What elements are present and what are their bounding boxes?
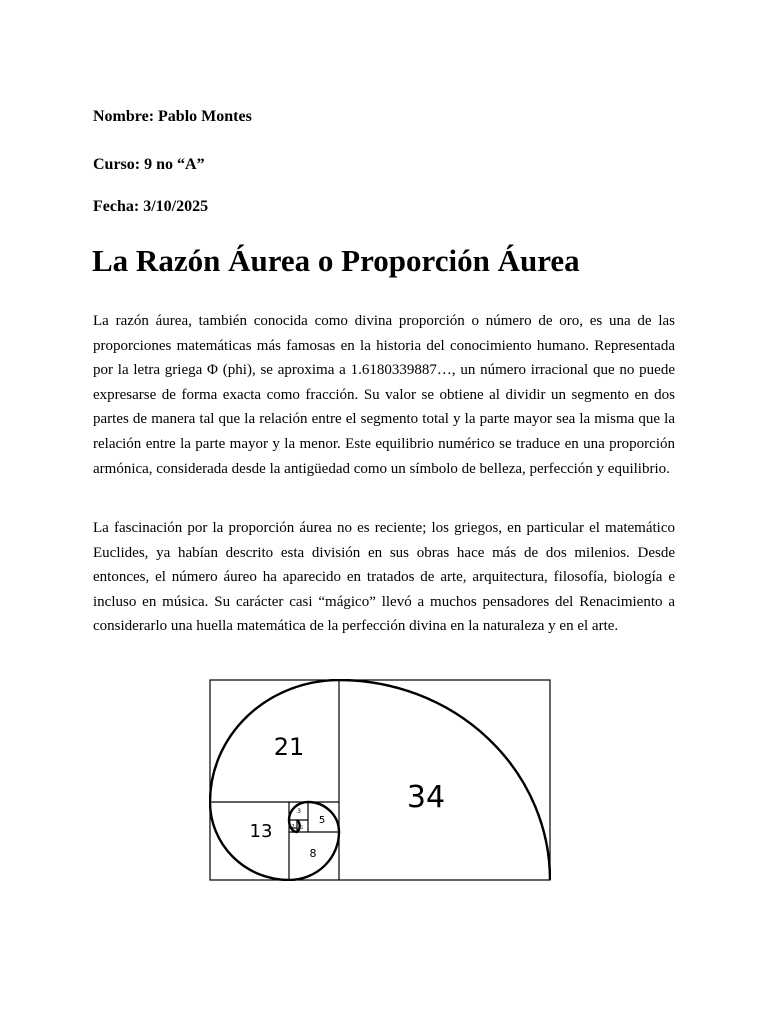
- course-line: Curso: 9 no “A”: [93, 156, 205, 173]
- golden-spiral-diagram: [209, 679, 551, 881]
- date-line: Fecha: 3/10/2025: [93, 198, 209, 215]
- label-8: 8: [309, 847, 317, 860]
- document-title: La Razón Áurea o Proporción Áurea: [92, 243, 580, 278]
- label-1a: 1: [300, 825, 304, 830]
- golden-spiral-figure: [209, 679, 551, 881]
- label-34: 34: [406, 780, 446, 815]
- student-name: Nombre: Pablo Montes: [93, 108, 252, 125]
- golden-spiral-curve: [210, 680, 550, 880]
- label-13: 13: [249, 821, 273, 842]
- label-21: 21: [273, 733, 305, 761]
- label-1b: 1: [292, 830, 294, 834]
- outer-rectangle: [210, 680, 550, 880]
- paragraph-intro: La razón áurea, también conocida como divina proporción o número de oro, es una de las proporciones matemáticas más famosas en la historia del conocimiento humano. Representada por la letra griega Φ (phi), se aproxima a 1.6180339887…, un número irracional que no puede expresarse de forma exacta como fracción. Su valor se obtiene al dividir un segmento en dos partes de manera tal que la relación entre el segmento total y la parte mayor sea la misma que la relación entre la parte mayor y la menor. Este equilibrio numérico se traduce en una proporción armónica, considerada desde la antigüedad como un símbolo de belleza, perfección y equilibrio.: [93, 313, 675, 477]
- paragraph-history: La fascinación por la proporción áurea no es reciente; los griegos, en particular el matemático Euclides, ya habían descrito esta división en sus obras hace más de dos milenios. Desde entonces, el número áureo ha aparecido en tratados de arte, arquitectura, filosofía, biología e incluso en música. Su carácter casi “mágico” llevó a muchos pensadores del Renacimiento a considerarlo una huella matemática de la perfección divina en la naturaleza y en el arte.: [93, 520, 675, 635]
- label-5: 5: [318, 815, 326, 826]
- label-3: 3: [297, 808, 301, 815]
- label-2: 2: [291, 824, 295, 830]
